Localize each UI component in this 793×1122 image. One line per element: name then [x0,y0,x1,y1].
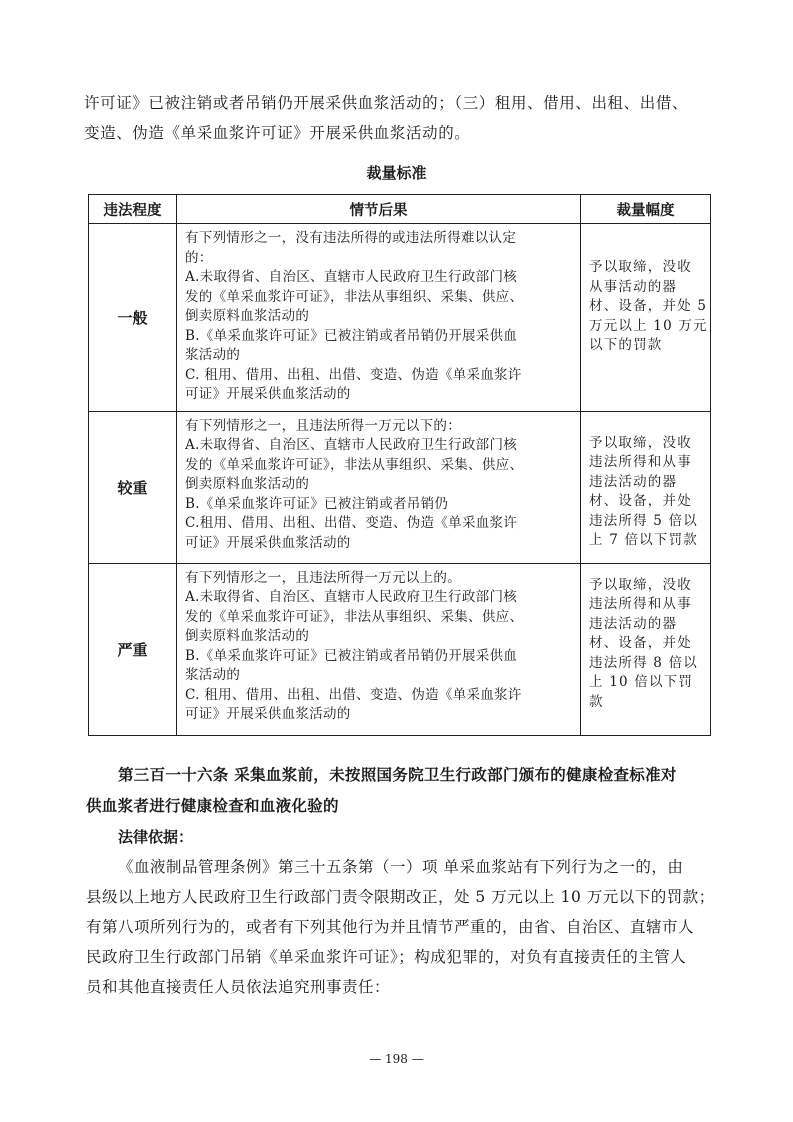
cell-line: C.租用、借用、出租、出借、变造、伪造《单采血浆许 [185,515,518,531]
cell-line: 倒卖原料血浆活动的 [185,628,310,644]
penalty-range-cell [581,411,711,563]
cell-line: 浆活动的 [185,667,241,683]
discretion-standard-table [88,194,711,736]
article-heading-line: 第三百一十六条 采集血浆前，未按照国务院卫生行政部门颁布的健康检查标准对 [118,766,677,784]
article-heading-line: 供血浆者进行健康检查和血液化验的 [86,797,339,815]
cell-line: 款 [589,693,604,710]
cell-line: C. 租用、借用、出租、出借、变造、伪造《单采血浆许 [185,366,522,383]
cell-line: 从事活动的器 [589,278,678,295]
cell-line: 材、设备，并处 [589,493,692,509]
legal-basis-text [86,852,716,1002]
cell-line: 违法所得 8 倍以 [589,654,698,671]
cell-line: 上 7 倍以下罚款 [589,532,698,548]
cell-line: 可证》开展采供血浆活动的 [185,534,351,551]
legal-basis-line: 有第八项所列行为的，或者有下列其他行为并且情节严重的，由省、自治区、直辖市人 [86,918,695,936]
cell-line: B.《单采血浆许可证》已被注销或者吊销仍开展采供血 [185,327,518,344]
page-number: — 198 — [369,1052,424,1066]
circumstances-cell [177,224,581,412]
level-cell: 一般 [89,224,177,412]
table-header-row [89,195,711,224]
cell-line: 发的《单采血浆许可证》，非法从事组织、采集、供应、 [185,608,524,625]
paragraph-line: 许可证》已被注销或者吊销仍开展采供血浆活动的；（三）租用、借用、出租、出借、 [84,94,689,112]
level-cell: 较重 [89,411,177,563]
table-row [89,563,711,735]
cell-line: 发的《单采血浆许可证》，非法从事组织、采集、供应、 [185,288,524,305]
penalty-range-cell [581,563,711,735]
cell-line: C. 租用、借用、出租、出借、变造、伪造《单采血浆许 [185,686,522,703]
cell-line: 予以取缔，没收 [589,259,692,275]
circumstances-cell [177,411,581,563]
cell-line: 有下列情形之一，没有违法所得的或违法所得难以认定 [185,230,517,246]
cell-line: 的： [185,249,213,266]
cell-line: 违法所得 5 倍以 [589,512,698,529]
legal-basis-line: 民政府卫生行政部门吊销《单采血浆许可证》；构成犯罪的，对负有直接责任的主管人 [86,948,687,966]
cell-line: 浆活动的 [185,347,241,363]
cell-line: 可证》开展采供血浆活动的 [185,706,351,722]
cell-line: 可证》开展采供血浆活动的 [185,386,351,402]
table-row [89,411,711,563]
cell-line: A.未取得省、自治区、直辖市人民政府卫生行政部门核 [185,437,518,453]
cell-line: 违法所得和从事 [589,596,692,612]
circumstances-cell [177,563,581,735]
penalty-range-cell [581,224,711,412]
cell-line: 违法活动的器 [589,615,678,632]
legal-basis-line: 员和其他直接责任人员依法追究刑事责任： [86,978,391,996]
cell-line: 予以取缔，没收 [589,434,692,451]
paragraph-line: 变造、伪造《单采血浆许可证》开展采供血浆活动的。 [84,124,471,142]
cell-line: 违法活动的器 [589,473,678,490]
cell-line: 有下列情形之一，且违法所得一万元以下的： [185,417,461,434]
cell-line: 予以取缔，没收 [589,576,692,593]
cell-line: B.《单采血浆许可证》已被注销或者吊销仍 [185,495,449,512]
header-circumstances: 情节后果 [177,195,581,224]
cell-line: A.未取得省、自治区、直辖市人民政府卫生行政部门核 [185,269,518,285]
cell-line: 以下的罚款 [589,337,663,353]
article-heading [86,760,718,822]
table-row [89,224,711,412]
cell-line: 有下列情形之一，且违法所得一万元以上的。 [185,569,461,586]
legal-basis-label: 法律依据： [118,828,194,846]
cell-line: 倒卖原料血浆活动的 [185,308,310,324]
table-title: 裁量标准 [366,164,427,182]
header-violation-degree: 违法程度 [89,195,177,224]
cell-line: 发的《单采血浆许可证》，非法从事组织、采集、供应、 [185,456,524,473]
cell-line: A.未取得省、自治区、直辖市人民政府卫生行政部门核 [185,589,518,605]
top-paragraph [84,88,714,148]
cell-line: 万元以上 10 万元 [589,317,708,334]
cell-line: 违法所得和从事 [589,454,692,470]
cell-line: 倒卖原料血浆活动的 [185,476,310,492]
legal-basis-line: 《血液制品管理条例》第三十五条第（一）项 单采血浆站有下列行为之一的，由 [118,858,684,876]
level-cell: 严重 [89,563,177,735]
cell-line: 材、设备，并处 5 [589,298,708,314]
cell-line: B.《单采血浆许可证》已被注销或者吊销仍开展采供血 [185,647,518,664]
cell-line: 上 10 倍以下罚 [589,674,694,690]
legal-basis-line: 县级以上地方人民政府卫生行政部门责令限期改正，处 5 万元以上 10 万元以下的罚款； [86,888,715,906]
cell-line: 材、设备，并处 [589,635,692,651]
header-penalty-range: 裁量幅度 [581,195,711,224]
